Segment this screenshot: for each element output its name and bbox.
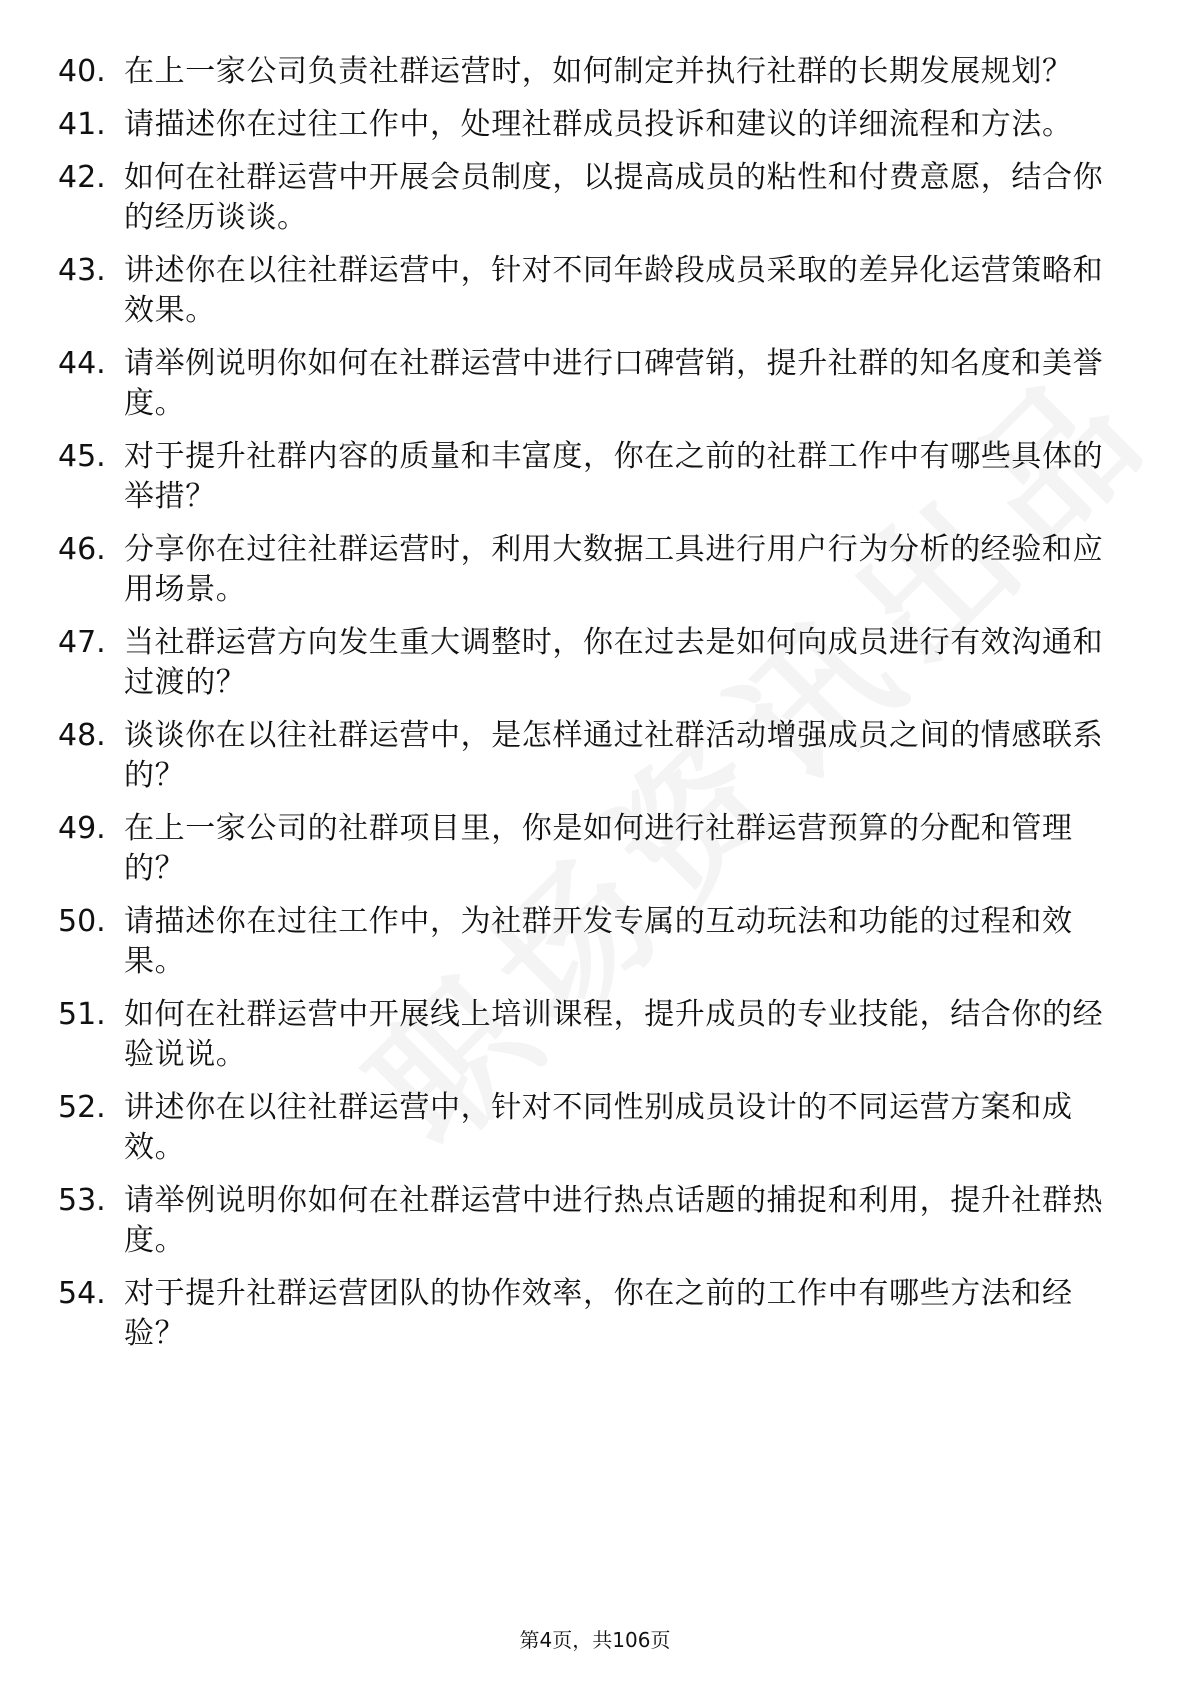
question-item: [58, 716, 1118, 796]
question-text: 请举例说明你如何在社群运营中进行口碑营销，提升社群的知名度和美誉度。: [124, 346, 1104, 421]
question-item: [58, 995, 1118, 1075]
question-text: 分享你在过往社群运营时，利用大数据工具进行用户行为分析的经验和应用场景。: [124, 532, 1104, 607]
question-number: 42.: [58, 160, 106, 195]
question-text: 对于提升社群运营团队的协作效率，你在之前的工作中有哪些方法和经验？: [124, 1276, 1073, 1351]
question-item: [58, 1274, 1118, 1354]
question-number: 51.: [58, 997, 106, 1032]
question-text: 在上一家公司负责社群运营时，如何制定并执行社群的长期发展规划？: [124, 54, 1073, 89]
question-text: 如何在社群运营中开展会员制度，以提高成员的粘性和付费意愿，结合你的经历谈谈。: [124, 160, 1104, 235]
question-number: 40.: [58, 54, 106, 89]
question-item: [58, 344, 1118, 424]
page-number: 第4页，共106页: [519, 1628, 671, 1652]
question-number: 53.: [58, 1183, 106, 1218]
question-item: [58, 1088, 1118, 1168]
question-text: 如何在社群运营中开展线上培训课程，提升成员的专业技能，结合你的经验说说。: [124, 997, 1104, 1072]
question-item: [58, 251, 1118, 331]
page-footer: [0, 1628, 1190, 1652]
question-number: 49.: [58, 811, 106, 846]
question-number: 45.: [58, 439, 106, 474]
question-item: [58, 437, 1118, 517]
question-text: 对于提升社群内容的质量和丰富度，你在之前的社群工作中有哪些具体的举措？: [124, 439, 1104, 514]
question-text: 在上一家公司的社群项目里，你是如何进行社群运营预算的分配和管理的？: [124, 811, 1073, 886]
question-number: 43.: [58, 253, 106, 288]
question-text: 讲述你在以往社群运营中，针对不同年龄段成员采取的差异化运营策略和效果。: [124, 253, 1104, 328]
question-text: 讲述你在以往社群运营中，针对不同性别成员设计的不同运营方案和成效。: [124, 1090, 1073, 1165]
question-number: 50.: [58, 904, 106, 939]
question-list: [58, 52, 1118, 1367]
question-number: 48.: [58, 718, 106, 753]
question-text: 请描述你在过往工作中，处理社群成员投诉和建议的详细流程和方法。: [124, 107, 1073, 142]
question-item: [58, 809, 1118, 889]
question-number: 47.: [58, 625, 106, 660]
question-number: 54.: [58, 1276, 106, 1311]
question-number: 41.: [58, 107, 106, 142]
question-number: 46.: [58, 532, 106, 567]
question-item: [58, 105, 1118, 145]
question-number: 44.: [58, 346, 106, 381]
question-text: 当社群运营方向发生重大调整时，你在过去是如何向成员进行有效沟通和过渡的？: [124, 625, 1104, 700]
question-item: [58, 623, 1118, 703]
question-text: 谈谈你在以往社群运营中，是怎样通过社群活动增强成员之间的情感联系的？: [124, 718, 1104, 793]
question-item: [58, 158, 1118, 238]
question-item: [58, 530, 1118, 610]
question-item: [58, 902, 1118, 982]
question-text: 请举例说明你如何在社群运营中进行热点话题的捕捉和利用，提升社群热度。: [124, 1183, 1104, 1258]
question-item: [58, 52, 1118, 92]
question-item: [58, 1181, 1118, 1261]
question-number: 52.: [58, 1090, 106, 1125]
question-text: 请描述你在过往工作中，为社群开发专属的互动玩法和功能的过程和效果。: [124, 904, 1073, 979]
